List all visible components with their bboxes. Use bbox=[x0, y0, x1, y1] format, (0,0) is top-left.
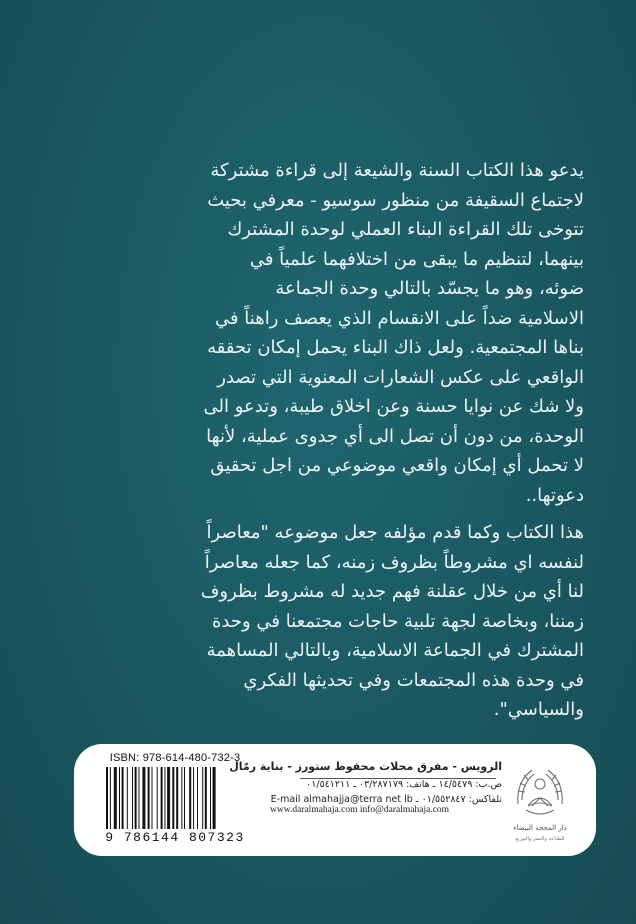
barcode-bar bbox=[181, 767, 182, 829]
blurb-paragraph-2: هذا الكتاب وكما قدم مؤلفه جعل موضوعه "معاصراً لنفسه اي مشروطاً بظروف زمنه، كما جعله معاصراً لنا أي من خلال عقلنة فهم جديد له مشروط بظروف زمننا، وبخاصة لجهة تلبية حاجات مجتمعنا في وحدة المشترك في الجماعة الاسلامية، وبالتالي المساهمة في وحدة هذه المجتمعات وفي تحديثها الفكري والسياسي". bbox=[200, 522, 584, 720]
barcode-bar bbox=[142, 767, 145, 829]
barcode-bar bbox=[189, 767, 191, 829]
publisher-po-phone: ص.ب: ١٤/٥٤٧٩ ـ هاتف: ٠٣/٢٨٧١٧٩ ـ ٠١/٥٤١٢١١ bbox=[306, 779, 502, 790]
address-divider bbox=[300, 778, 496, 779]
blurb-paragraph-1: يدعو هذا الكتاب السنة والشيعة إلى قراءة مشتركة لاجتماع السقيفة من منظور سوسيو - معرفي بحيث تتوخى تلك القراءة البناء العملي لوحدة المشترك بينهما، لتنظيم ما يبقى من اختلافهما علمياً في ضوئه، وهو ما يجسّد بالتالي وحدة الجماعة الاسلامية ضداً على الانقسام الذي يعصف راهناً في بناها المجتمعية. ولعل ذاك البناء يحمل إمكان تحققه الواقعي على عكس الشعارات المعنوية التي تصدر ولا شك عن نوايا حسنة وعن اخلاق طيبة، وتدعو الى الوحدة، من دون أن تصل الى أي جدوى عملية، لأنها لا تحمل أي إمكان واقعي موضوعي من اجل تحقيق دعوتها.. bbox=[203, 160, 584, 506]
publisher-address: الرويس - مفرق محلات محفوظ ستورز - بناية رمّال bbox=[229, 760, 502, 773]
logo-subtitle: للطباعة والنشر والتوزيع bbox=[515, 836, 565, 842]
barcode-bar bbox=[165, 767, 166, 829]
publisher-logo bbox=[508, 760, 572, 844]
barcode-bar bbox=[106, 767, 108, 829]
publisher-contact bbox=[229, 760, 502, 815]
barcode-bar bbox=[193, 767, 194, 829]
barcode-bar bbox=[139, 767, 140, 829]
barcode-bar bbox=[205, 767, 207, 829]
barcode-bar bbox=[176, 767, 178, 829]
barcode-bar bbox=[152, 767, 153, 829]
barcode-bar bbox=[184, 767, 185, 829]
barcode-bars bbox=[106, 767, 246, 829]
publisher-telefax: تلفاكس: ٠١/٥٥٢٨٤٧ ـ E-mail almahajja@terra net lb bbox=[270, 794, 502, 805]
barcode-bar bbox=[148, 767, 150, 829]
barcode-bar bbox=[119, 767, 120, 829]
barcode-bar bbox=[172, 767, 174, 829]
isbn-label: ISBN: 978-614-480-732-3 bbox=[109, 752, 241, 764]
ean-digits: 9 786144 807323 bbox=[105, 830, 245, 845]
barcode-bar bbox=[114, 767, 117, 829]
barcode-bar bbox=[127, 767, 128, 829]
barcode-bar bbox=[157, 767, 158, 829]
barcode-bar bbox=[132, 767, 133, 829]
barcode-bar bbox=[135, 767, 137, 829]
barcode-bar bbox=[161, 767, 163, 829]
barcode-bar bbox=[202, 767, 203, 829]
barcode-bar bbox=[210, 767, 211, 829]
barcode-bar bbox=[167, 767, 170, 829]
barcode-bar bbox=[110, 767, 111, 829]
barcode-bar bbox=[197, 767, 198, 829]
barcode-bar bbox=[122, 767, 124, 829]
barcode-bar bbox=[213, 767, 216, 829]
publisher-web: www.daralmahaja.com info@daralmahaja.com bbox=[270, 805, 450, 815]
logo-name: دار المحجة البيضاء bbox=[513, 824, 567, 832]
